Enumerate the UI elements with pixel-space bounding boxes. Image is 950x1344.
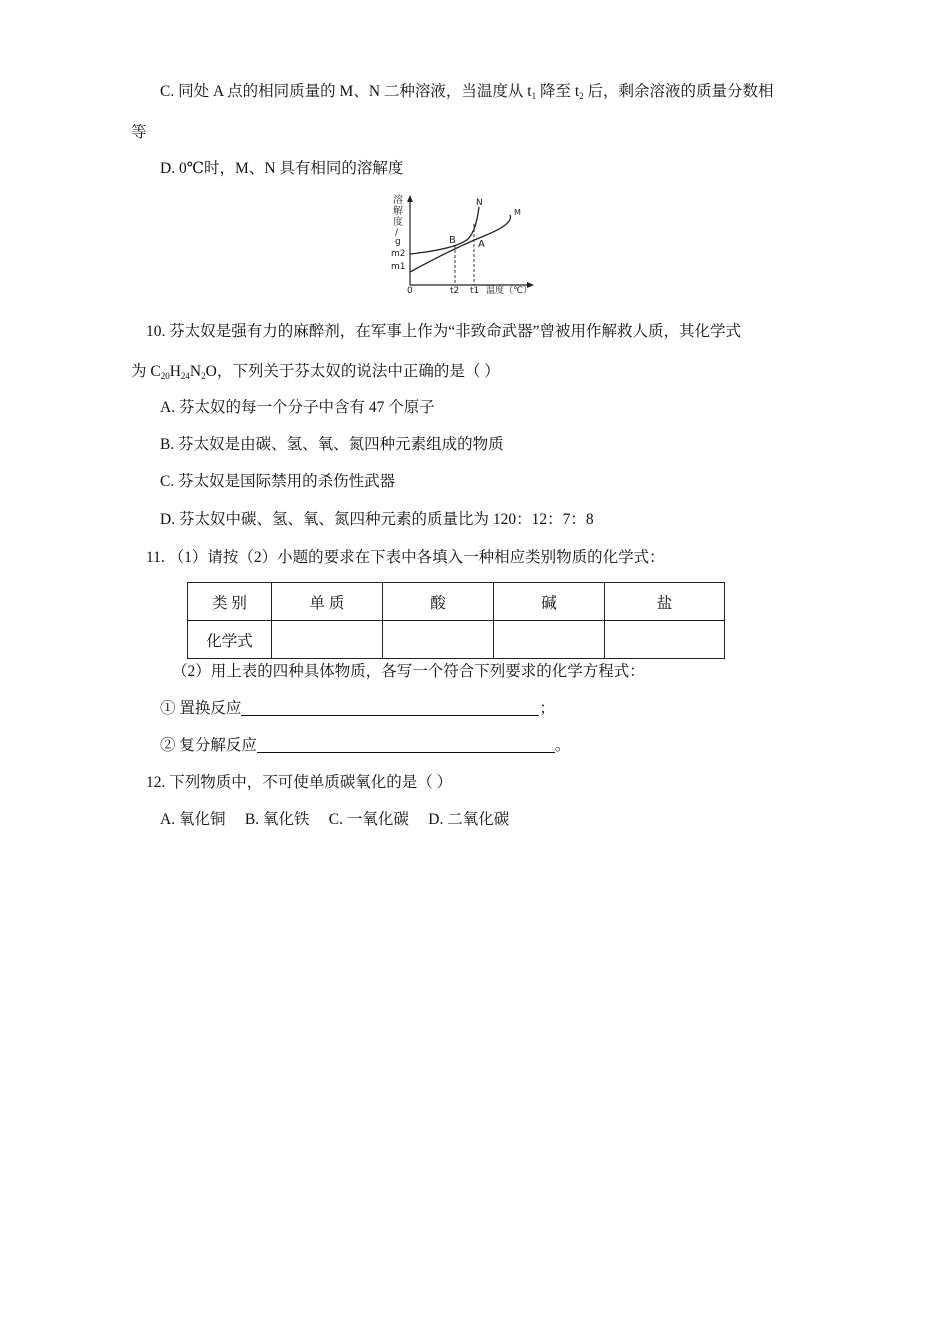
row-label-formula: 化学式 [188,621,272,659]
solubility-curve-figure [384,193,560,297]
point-label-a: A [478,239,485,250]
curve-label-m: M [514,208,521,217]
y-axis-label-3: 度 [393,217,403,228]
q10-option-a: A. 芬太奴的每一个分子中含有 47 个原子 [160,399,435,416]
answer-cell-salt[interactable] [605,621,725,659]
origin-label: 0 [407,286,413,296]
q10-stem-line2: 为 $C_{20}H_{24}N_2O$，下列关于芬太奴的说法中正确的是（ ） [131,363,500,381]
answer-blank-1[interactable] [241,699,539,716]
substance-table [187,582,725,659]
y-axis-label-5: g [395,237,401,247]
header-acid: 酸 [383,583,494,621]
answer-cell-acid[interactable] [383,621,494,659]
q9-option-d: D. 0℃时，M、N 具有相同的溶解度 [160,160,404,177]
y-tick-m2: m2 [391,249,406,259]
curve-label-n: N [476,198,483,208]
q10-option-d: D. 芬太奴中碳、氢、氧、氮四种元素的质量比为 120：12：7：8 [160,511,594,528]
answer-blank-2[interactable] [257,736,555,753]
curve-n [410,207,479,254]
y-tick-m1: m1 [391,262,406,272]
q9-option-c-line1: C. 同处 A 点的相同质量的 M、N 二种溶液，当温度从 $t_1$ 降至 $t_2$ 后，剩余溶液的质量分数相 [160,83,774,101]
q10-option-c: C. 芬太奴是国际禁用的杀伤性武器 [160,473,396,490]
q11-item1: ① 置换反应 ； [160,700,555,717]
x-axis-label: 温度（℃） [486,286,533,296]
q9-option-c-line2: 等 [131,124,147,141]
y-axis-arrow [407,195,413,202]
q11-part2: （2）用上表的四种具体物质，各写一个符合下列要求的化学方程式： [172,663,645,680]
x-tick-t1: t1 [470,286,480,296]
point-label-b: B [449,235,456,246]
q10-stem-line1: 10. 芬太奴是强有力的麻醉剂，在军事上作为“非致命武器”曾被用作解救人质，其化学式 [146,323,742,340]
header-category: 类 别 [188,583,272,621]
q11-item2: ② 复分解反应 。 [160,737,571,754]
table-formula-row [188,621,725,659]
y-axis-label-1: 溶 [393,195,403,206]
table-header-row [188,583,725,621]
header-element: 单 质 [272,583,383,621]
y-axis-label-4: / [395,228,399,238]
q12-stem: 12. 下列物质中，不可使单质碳氧化的是（ ） [146,774,453,791]
q11-stem: 11. （1）请按（2）小题的要求在下表中各填入一种相应类别物质的化学式： [146,549,665,566]
x-tick-t2: t2 [450,286,460,296]
header-base: 碱 [494,583,605,621]
q10-option-b: B. 芬太奴是由碳、氢、氧、氮四种元素组成的物质 [160,436,504,453]
header-salt: 盐 [605,583,725,621]
q12-options: A. 氧化铜 B. 氧化铁 C. 一氧化碳 D. 二氧化碳 [160,811,510,828]
answer-cell-base[interactable] [494,621,605,659]
y-axis-label-2: 解 [393,206,403,217]
answer-cell-element[interactable] [272,621,383,659]
